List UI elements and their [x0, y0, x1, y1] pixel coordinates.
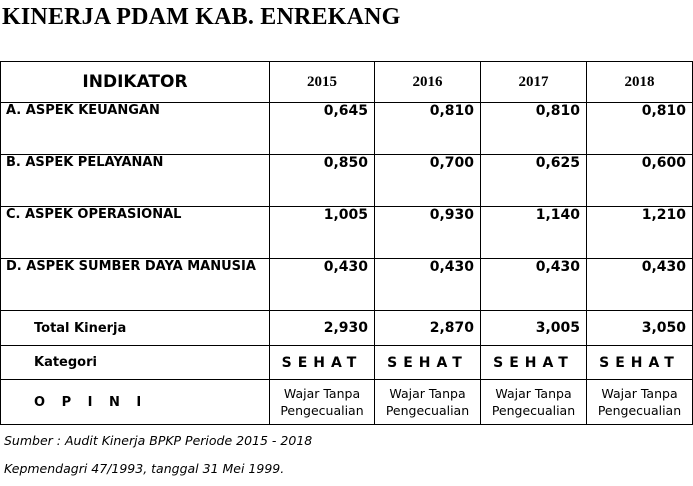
total-label: Total Kinerja: [1, 311, 270, 346]
aspect-value: 1,140: [481, 207, 587, 259]
aspect-label: B. ASPEK PELAYANAN: [1, 155, 270, 207]
opini-value: Wajar Tanpa Pengecualian: [587, 380, 693, 425]
kategori-row: [1, 346, 693, 380]
aspect-value: 0,810: [375, 103, 481, 155]
kategori-value: SEHAT: [481, 346, 587, 380]
table-row: [1, 207, 693, 259]
total-row: [1, 311, 693, 346]
aspect-value: 1,210: [587, 207, 693, 259]
aspect-label: C. ASPEK OPERASIONAL: [1, 207, 270, 259]
aspect-value: 0,430: [587, 259, 693, 311]
aspect-value: 0,600: [587, 155, 693, 207]
total-value: 3,050: [587, 311, 693, 346]
table-row: [1, 103, 693, 155]
aspect-value: 0,810: [481, 103, 587, 155]
opini-value: Wajar Tanpa Pengecualian: [375, 380, 481, 425]
header-year: 2015: [270, 62, 375, 103]
aspect-value: 0,930: [375, 207, 481, 259]
aspect-value: 0,700: [375, 155, 481, 207]
table-row: [1, 155, 693, 207]
kategori-value: SEHAT: [375, 346, 481, 380]
aspect-value: 0,430: [270, 259, 375, 311]
aspect-value: 0,645: [270, 103, 375, 155]
kategori-value: SEHAT: [270, 346, 375, 380]
aspect-value: 0,810: [587, 103, 693, 155]
total-value: 2,870: [375, 311, 481, 346]
aspect-label: A. ASPEK KEUANGAN: [1, 103, 270, 155]
opini-value: Wajar Tanpa Pengecualian: [481, 380, 587, 425]
header-year: 2017: [481, 62, 587, 103]
aspect-value: 0,625: [481, 155, 587, 207]
header-year: 2018: [587, 62, 693, 103]
opini-label: O P I N I: [1, 380, 270, 425]
kinerja-table: [0, 61, 693, 425]
header-indikator: INDIKATOR: [1, 62, 270, 103]
source-note: Sumber : Audit Kinerja BPKP Periode 2015 - 2018: [4, 433, 313, 448]
table-row: [1, 259, 693, 311]
aspect-value: 0,430: [375, 259, 481, 311]
opini-value: Wajar Tanpa Pengecualian: [270, 380, 375, 425]
header-year: 2016: [375, 62, 481, 103]
table-header-row: [1, 62, 693, 103]
total-value: 3,005: [481, 311, 587, 346]
aspect-value: 0,430: [481, 259, 587, 311]
kategori-value: SEHAT: [587, 346, 693, 380]
opini-row: [1, 380, 693, 425]
aspect-label: D. ASPEK SUMBER DAYA MANUSIA: [1, 259, 270, 311]
kategori-label: Kategori: [1, 346, 270, 380]
total-value: 2,930: [270, 311, 375, 346]
page-title: KINERJA PDAM KAB. ENREKANG: [2, 4, 401, 30]
aspect-value: 1,005: [270, 207, 375, 259]
aspect-value: 0,850: [270, 155, 375, 207]
regulation-note: Kepmendagri 47/1993, tanggal 31 Mei 1999.: [4, 461, 285, 476]
